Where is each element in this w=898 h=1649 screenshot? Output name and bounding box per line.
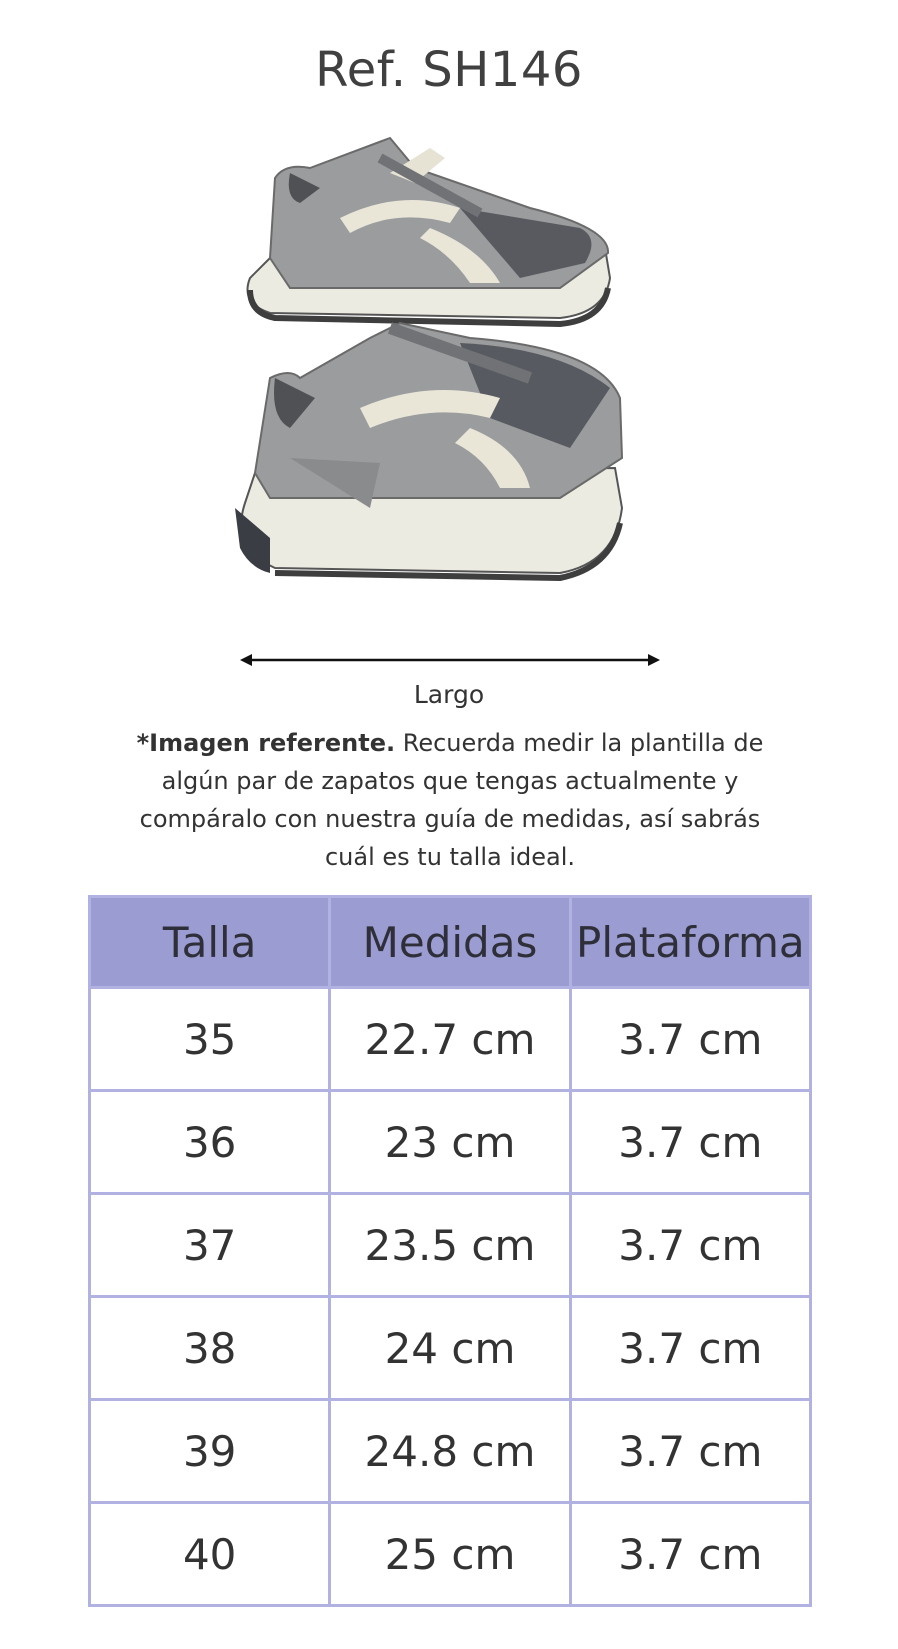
- table-header-row: [90, 897, 811, 988]
- length-label: Largo: [413, 680, 485, 709]
- table-row: [90, 988, 811, 1091]
- header-talla: Talla: [90, 897, 330, 988]
- table-row: [90, 1503, 811, 1606]
- cell-plataforma: 3.7 cm: [570, 1400, 810, 1503]
- table-row: [90, 1091, 811, 1194]
- table-row: [90, 1400, 811, 1503]
- note-bold: *Imagen referente.: [136, 729, 396, 757]
- cell-plataforma: 3.7 cm: [570, 988, 810, 1091]
- cell-talla: 37: [90, 1194, 330, 1297]
- table-row: [90, 1297, 811, 1400]
- cell-medidas: 22.7 cm: [330, 988, 570, 1091]
- cell-talla: 38: [90, 1297, 330, 1400]
- cell-medidas: 23.5 cm: [330, 1194, 570, 1297]
- cell-plataforma: 3.7 cm: [570, 1297, 810, 1400]
- cell-medidas: 24 cm: [330, 1297, 570, 1400]
- cell-medidas: 25 cm: [330, 1503, 570, 1606]
- cell-plataforma: 3.7 cm: [570, 1091, 810, 1194]
- length-arrow: [240, 650, 660, 670]
- cell-talla: 35: [90, 988, 330, 1091]
- cell-plataforma: 3.7 cm: [570, 1503, 810, 1606]
- header-plataforma: Plataforma: [570, 897, 810, 988]
- cell-talla: 40: [90, 1503, 330, 1606]
- cell-medidas: 23 cm: [330, 1091, 570, 1194]
- page-title: Ref. SH146: [315, 42, 583, 98]
- note-text: Recuerda medir la plantilla de algún par de zapatos que tengas actualmente y compáralo con nuestra guía de medidas, así sabrás cuál es tu talla ideal.: [139, 729, 764, 871]
- bottom-shoe-icon: [235, 323, 622, 578]
- reference-note: [120, 724, 780, 876]
- table-row: [90, 1194, 811, 1297]
- cell-talla: 36: [90, 1091, 330, 1194]
- cell-talla: 39: [90, 1400, 330, 1503]
- size-table: [88, 895, 812, 1607]
- cell-medidas: 24.8 cm: [330, 1400, 570, 1503]
- top-shoe-icon: [248, 138, 611, 324]
- header-medidas: Medidas: [330, 897, 570, 988]
- sneaker-pair-image: [230, 128, 670, 608]
- cell-plataforma: 3.7 cm: [570, 1194, 810, 1297]
